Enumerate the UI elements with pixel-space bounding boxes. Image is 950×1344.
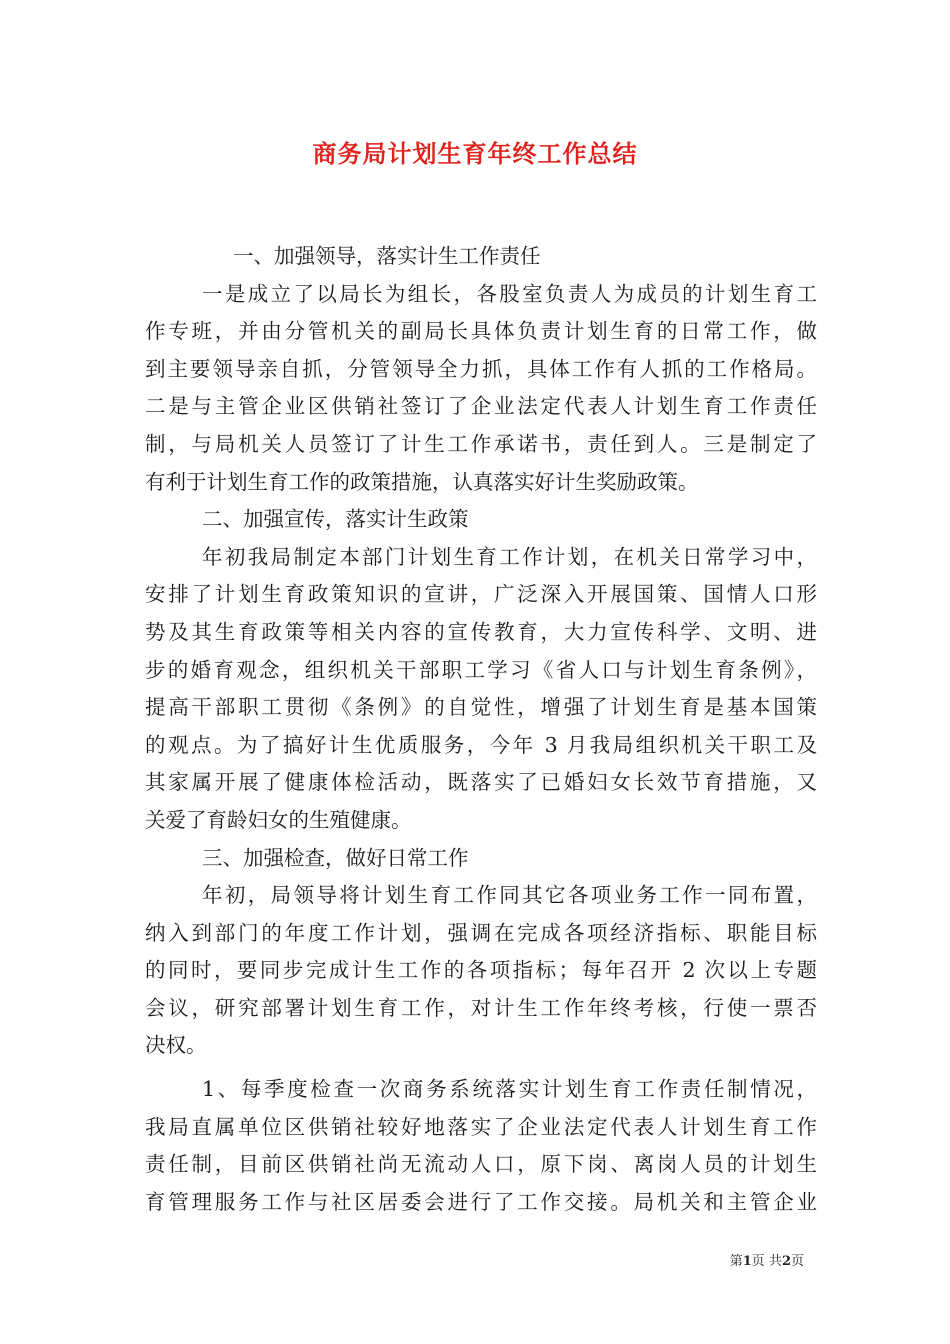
page-number-footer (730, 1250, 804, 1269)
section-heading-2: 二、加强宣传，落实计生政策 (202, 507, 469, 532)
section-heading-1: 一、加强领导，落实计生工作责任 (233, 244, 541, 268)
paragraph-line: 决权。 (145, 1033, 207, 1058)
paragraph-line: 我局直属单位区供销社较好地落实了企业法定代表人计划生育工作 (145, 1114, 817, 1139)
paragraph-line: 到主要领导亲自抓，分管领导全力抓，具体工作有人抓的工作格局。 (145, 356, 817, 381)
paragraph-line: 一是成立了以局长为组长，各股室负责人为成员的计划生育工 (202, 281, 817, 306)
paragraph-line: 安排了计划生育政策知识的宣讲，广泛深入开展国策、国情人口形 (145, 582, 817, 607)
paragraph-line: 有利于计划生育工作的政策措施，认真落实好计生奖励政策。 (145, 469, 699, 494)
paragraph-line: 的观点。为了搞好计生优质服务，今年 3 月我局组织机关干职工及 (145, 732, 817, 757)
footer-prefix: 第 (729, 1254, 743, 1269)
footer-current-page: 1 (742, 1254, 752, 1269)
paragraph-line: 的同时，要同步完成计生工作的各项指标；每年召开 2 次以上专题 (145, 958, 817, 983)
paragraph-line: 作专班，并由分管机关的副局长具体负责计划生育的日常工作，做 (145, 319, 817, 344)
paragraph-line: 责任制，目前区供销社尚无流动人口，原下岗、离岗人员的计划生 (145, 1152, 817, 1177)
footer-suffix: 页 (790, 1254, 804, 1269)
footer-middle: 页 共 (751, 1254, 782, 1269)
paragraph-line: 提高干部职工贯彻《条例》的自觉性，增强了计划生育是基本国策 (145, 695, 817, 720)
paragraph-line: 年初，局领导将计划生育工作同其它各项业务工作一同布置， (202, 883, 817, 908)
section-heading-3: 三、加强检查，做好日常工作 (202, 845, 469, 870)
paragraph-line: 二是与主管企业区供销社签订了企业法定代表人计划生育工作责任 (145, 394, 817, 419)
document-body (145, 238, 817, 1221)
paragraph-line: 势及其生育政策等相关内容的宣传教育，大力宣传科学、文明、进 (145, 619, 817, 644)
paragraph-line: 关爱了育龄妇女的生殖健康。 (145, 807, 412, 832)
paragraph-line: 其家属开展了健康体检活动，既落实了已婚妇女长效节育措施，又 (145, 770, 817, 795)
document-title: 商务局计划生育年终工作总结 (312, 139, 638, 168)
paragraph-line: 年初我局制定本部门计划生育工作计划，在机关日常学习中， (202, 544, 817, 569)
paragraph-line: 纳入到部门的年度工作计划，强调在完成各项经济指标、职能目标 (145, 920, 817, 945)
paragraph-line: 制，与局机关人员签订了计生工作承诺书，责任到人。三是制定了 (145, 431, 817, 456)
paragraph-line: 会议，研究部署计划生育工作，对计生工作年终考核，行使一票否 (145, 995, 817, 1020)
footer-total-pages: 2 (781, 1254, 791, 1269)
paragraph-line: 1、每季度检查一次商务系统落实计划生育工作责任制情况， (202, 1077, 817, 1102)
paragraph-line: 育管理服务工作与社区居委会进行了工作交接。局机关和主管企业 (145, 1189, 817, 1214)
paragraph-line: 步的婚育观念，组织机关干部职工学习《省人口与计划生育条例》， (145, 657, 817, 682)
